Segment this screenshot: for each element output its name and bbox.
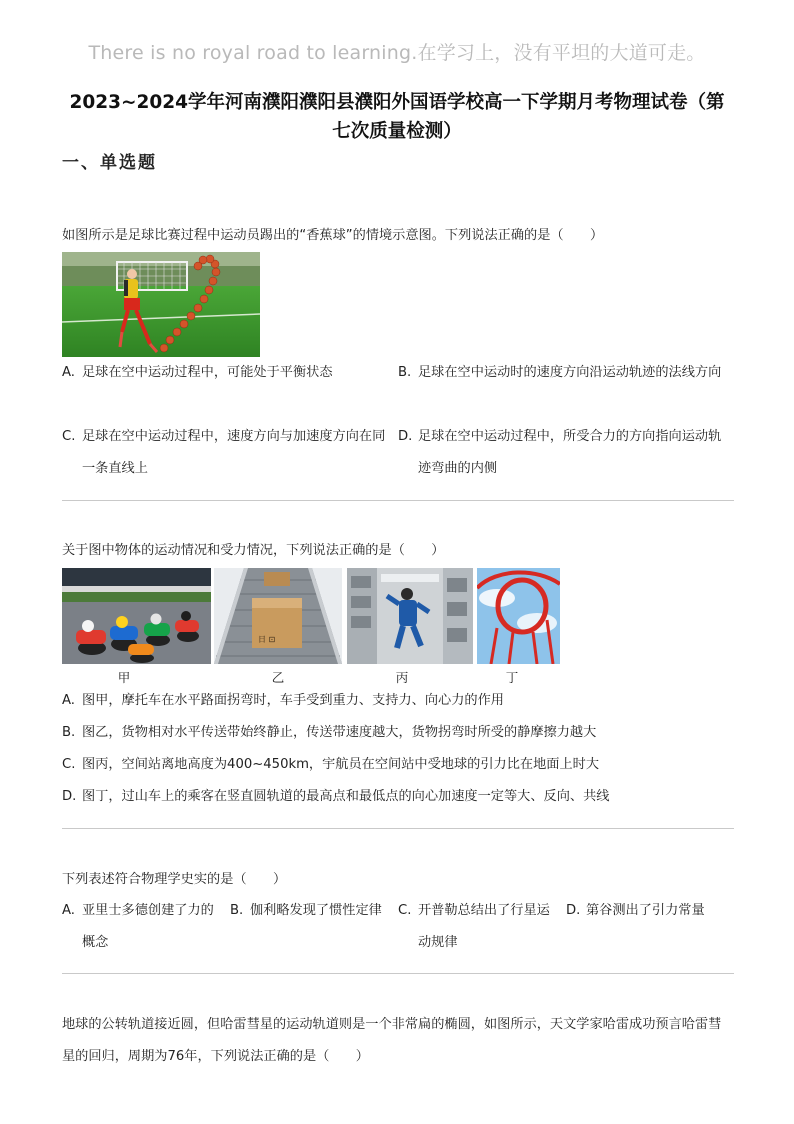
question-2: [62, 535, 734, 567]
question-3: [62, 864, 734, 896]
roller-coaster-photo: [477, 568, 560, 664]
box-symbols: 日 ⊡: [258, 635, 276, 644]
q1-option-c-text: 足球在空中运动过程中，速度方向与加速度方向在同一条直线上: [82, 429, 386, 476]
q1-option-b-text: 足球在空中运动时的速度方向沿运动轨迹的法线方向: [418, 365, 722, 380]
exam-title-line-1: 2023~2024学年河南濮阳濮阳县濮阳外国语学校高一下学期月考物理试卷（第: [69, 92, 725, 113]
q3-option-a[interactable]: [62, 895, 220, 959]
question-3-stem: 下列表述符合物理学史实的是（ ）: [62, 872, 287, 887]
q3-option-a-label: A.: [62, 903, 75, 918]
q3-option-c[interactable]: [398, 895, 556, 959]
motorcycle-photo: [62, 568, 211, 664]
question-1-stem: 如图所示是足球比赛过程中运动员踢出的“香蕉球”的情境示意图。下列说法正确的是（ ）: [62, 228, 604, 243]
q1-option-d-label: D.: [398, 429, 413, 444]
question-divider: [62, 828, 734, 829]
q1-option-c-label: C.: [62, 429, 76, 444]
q2-option-a-label: A.: [62, 693, 75, 708]
soccer-photo-graphic: [62, 252, 260, 357]
question-4-stem: 地球的公转轨道接近圆，但哈雷彗星的运动轨道则是一个非常扁的椭圆，如图所示，天文学家哈雷成功预言哈雷彗星的回归，周期为76年，下列说法正确的是（ ）: [62, 1017, 722, 1064]
q2-option-c-label: C.: [62, 757, 76, 772]
q1-option-a-text: 足球在空中运动过程中，可能处于平衡状态: [82, 365, 333, 380]
q1-option-a-label: A.: [62, 365, 75, 380]
q1-option-b-label: B.: [398, 365, 412, 380]
q2-option-d[interactable]: [62, 781, 734, 813]
roller-coaster-photo-graphic: [477, 568, 560, 664]
q3-option-b-label: B.: [230, 903, 244, 918]
motorcycle-photo-graphic: [62, 568, 211, 664]
q2-option-b-text: 图乙，货物相对水平传送带始终静止，传送带速度越大，货物拐弯时所受的静摩擦力越大: [82, 725, 597, 740]
caption-bing: 丙: [395, 670, 409, 685]
question-1: [62, 220, 734, 252]
q3-option-b-text: 伽利略发现了惯性定律: [250, 903, 382, 918]
q1-option-c[interactable]: [62, 421, 392, 485]
section-heading: 一、单选题: [62, 153, 157, 173]
question-divider: [62, 973, 734, 974]
q1-option-d-text: 足球在空中运动过程中，所受合力的方向指向运动轨迹弯曲的内侧: [418, 429, 722, 476]
q1-option-d[interactable]: [398, 421, 730, 485]
q2-option-d-text: 图丁，过山车上的乘客在竖直圆轨道的最高点和最低点的向心加速度一定等大、反向、共线: [82, 789, 610, 804]
caption-ding: 丁: [505, 670, 519, 685]
q1-option-b[interactable]: [398, 357, 730, 389]
question-divider: [62, 500, 734, 501]
exam-title: [40, 88, 754, 146]
question-4: [62, 1009, 734, 1073]
q3-option-b[interactable]: [230, 895, 388, 927]
q1-option-a[interactable]: [62, 357, 392, 389]
q3-option-d-label: D.: [566, 903, 581, 918]
space-station-photo: [347, 568, 473, 664]
q2-option-b-label: B.: [62, 725, 76, 740]
question-2-stem: 关于图中物体的运动情况和受力情况，下列说法正确的是（ ）: [62, 543, 445, 558]
conveyor-photo-graphic: [214, 568, 342, 664]
q2-option-c[interactable]: [62, 749, 734, 781]
soccer-photo: [62, 252, 260, 357]
q2-option-b[interactable]: [62, 717, 734, 749]
watermark: There is no royal road to learning.在学习上，没有平坦的大道可走。: [88, 42, 706, 64]
caption-yi: 乙: [271, 670, 285, 685]
q3-option-c-text: 开普勒总结出了行星运动规律: [418, 903, 550, 950]
caption-jia: 甲: [117, 670, 131, 685]
conveyor-photo: [214, 568, 342, 664]
q3-option-d[interactable]: [566, 895, 734, 927]
q3-option-c-label: C.: [398, 903, 412, 918]
q2-option-d-label: D.: [62, 789, 77, 804]
q2-option-a[interactable]: [62, 685, 734, 717]
exam-title-line-2: 七次质量检测）: [332, 121, 462, 142]
q2-option-c-text: 图丙，空间站离地高度为400~450km，宇航员在空间站中受地球的引力比在地面上时大: [82, 757, 600, 772]
q2-option-a-text: 图甲，摩托车在水平路面拐弯时，车手受到重力、支持力、向心力的作用: [82, 693, 504, 708]
space-station-photo-graphic: [347, 568, 473, 664]
q3-option-a-text: 亚里士多德创建了力的概念: [82, 903, 214, 950]
q3-option-d-text: 第谷测出了引力常量: [586, 903, 705, 918]
